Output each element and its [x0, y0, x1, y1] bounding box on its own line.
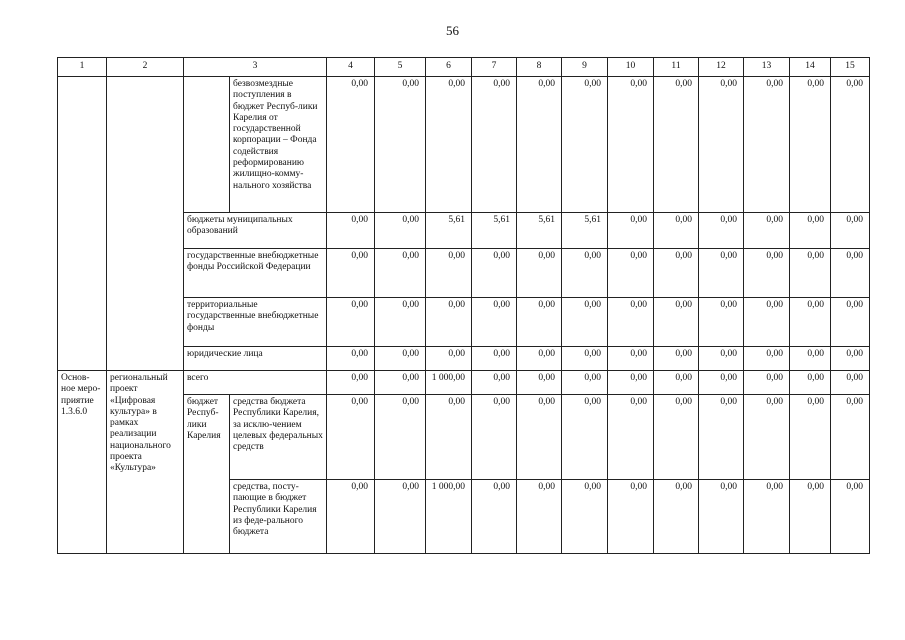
- value-cell: 0,00: [562, 371, 608, 395]
- value-cell: 0,00: [744, 371, 790, 395]
- value-cell: 0,00: [327, 77, 375, 213]
- row-label: территориальные государственные внебюджетные фонды: [184, 298, 327, 347]
- value-cell: 0,00: [426, 77, 472, 213]
- page-number: 56: [446, 23, 459, 38]
- value-cell: 1 000,00: [426, 371, 472, 395]
- column-header: 6: [426, 58, 472, 77]
- value-cell: 0,00: [375, 347, 426, 371]
- value-cell: 0,00: [562, 298, 608, 347]
- column-header: 11: [654, 58, 699, 77]
- value-cell: 0,00: [699, 213, 744, 249]
- value-cell: 0,00: [375, 298, 426, 347]
- value-cell: 0,00: [831, 371, 870, 395]
- row-label: бюджеты муниципальных образований: [184, 213, 327, 249]
- column-header: 8: [517, 58, 562, 77]
- value-cell: 0,00: [375, 395, 426, 480]
- value-cell: 0,00: [654, 480, 699, 554]
- column-header: 5: [375, 58, 426, 77]
- value-cell: 0,00: [562, 347, 608, 371]
- value-cell: 0,00: [654, 77, 699, 213]
- value-cell: 0,00: [654, 213, 699, 249]
- row-label: средства, посту-пающие в бюджет Республики Карелия из феде-рального бюджета: [230, 480, 327, 554]
- column-header: 12: [699, 58, 744, 77]
- value-cell: 0,00: [472, 395, 517, 480]
- value-cell: 0,00: [375, 77, 426, 213]
- value-cell: 0,00: [375, 249, 426, 298]
- value-cell: 0,00: [517, 249, 562, 298]
- value-cell: 0,00: [426, 347, 472, 371]
- value-cell: 0,00: [327, 213, 375, 249]
- column-header: 3: [184, 58, 327, 77]
- row-label: средства бюджета Республики Карелия, за исклю-чением целевых федеральных средств: [230, 395, 327, 480]
- value-cell: 0,00: [654, 371, 699, 395]
- value-cell: 0,00: [327, 249, 375, 298]
- value-cell: 0,00: [831, 480, 870, 554]
- row-label: всего: [184, 371, 327, 395]
- column-header: 14: [790, 58, 831, 77]
- value-cell: 0,00: [608, 480, 654, 554]
- value-cell: 0,00: [699, 298, 744, 347]
- value-cell: 0,00: [375, 371, 426, 395]
- value-cell: 0,00: [744, 213, 790, 249]
- value-cell: 0,00: [831, 395, 870, 480]
- value-cell: 0,00: [517, 77, 562, 213]
- value-cell: 0,00: [472, 298, 517, 347]
- value-cell: 0,00: [608, 298, 654, 347]
- value-cell: 0,00: [472, 347, 517, 371]
- value-cell: 0,00: [654, 395, 699, 480]
- empty-cell: [58, 77, 107, 371]
- value-cell: 0,00: [699, 371, 744, 395]
- value-cell: 0,00: [744, 395, 790, 480]
- value-cell: 0,00: [744, 480, 790, 554]
- value-cell: 0,00: [608, 395, 654, 480]
- table-row: [58, 77, 870, 213]
- value-cell: 0,00: [744, 249, 790, 298]
- value-cell: 0,00: [517, 371, 562, 395]
- value-cell: 0,00: [472, 77, 517, 213]
- row-label: государственные внебюджетные фонды Российской Федерации: [184, 249, 327, 298]
- event-code: Основ-ное меро-приятие 1.3.6.0: [58, 371, 107, 554]
- value-cell: 0,00: [654, 249, 699, 298]
- value-cell: 0,00: [790, 395, 831, 480]
- column-header: 13: [744, 58, 790, 77]
- value-cell: 0,00: [790, 213, 831, 249]
- value-cell: 0,00: [472, 371, 517, 395]
- value-cell: 0,00: [562, 249, 608, 298]
- value-cell: 0,00: [831, 249, 870, 298]
- value-cell: 0,00: [327, 371, 375, 395]
- value-cell: 0,00: [375, 480, 426, 554]
- value-cell: 0,00: [426, 395, 472, 480]
- value-cell: 0,00: [831, 213, 870, 249]
- value-cell: 0,00: [699, 395, 744, 480]
- value-cell: 0,00: [375, 213, 426, 249]
- value-cell: 0,00: [517, 480, 562, 554]
- value-cell: 0,00: [426, 249, 472, 298]
- value-cell: 0,00: [654, 347, 699, 371]
- empty-cell: [184, 77, 230, 213]
- column-header: 2: [107, 58, 184, 77]
- event-name: региональный проект «Цифровая культура» в рамках реализации национального проекта «Культура»: [107, 371, 184, 554]
- value-cell: 0,00: [517, 395, 562, 480]
- value-cell: 0,00: [517, 347, 562, 371]
- value-cell: 0,00: [562, 480, 608, 554]
- value-cell: 0,00: [790, 77, 831, 213]
- value-cell: 0,00: [790, 480, 831, 554]
- value-cell: 0,00: [608, 347, 654, 371]
- empty-cell: [107, 77, 184, 371]
- column-header: 15: [831, 58, 870, 77]
- column-header-row: [58, 58, 870, 77]
- value-cell: 0,00: [608, 371, 654, 395]
- value-cell: 0,00: [608, 213, 654, 249]
- value-cell: 0,00: [608, 77, 654, 213]
- value-cell: 0,00: [790, 347, 831, 371]
- value-cell: 1 000,00: [426, 480, 472, 554]
- value-cell: 0,00: [327, 298, 375, 347]
- value-cell: 0,00: [699, 480, 744, 554]
- value-cell: 0,00: [654, 298, 699, 347]
- value-cell: 0,00: [472, 249, 517, 298]
- budget-group-label: бюджет Респуб-лики Карелия: [184, 395, 230, 554]
- column-header: 10: [608, 58, 654, 77]
- value-cell: 5,61: [472, 213, 517, 249]
- column-header: 7: [472, 58, 517, 77]
- column-header: 9: [562, 58, 608, 77]
- value-cell: 0,00: [699, 77, 744, 213]
- value-cell: 0,00: [472, 480, 517, 554]
- value-cell: 0,00: [517, 298, 562, 347]
- column-header: 4: [327, 58, 375, 77]
- value-cell: 5,61: [426, 213, 472, 249]
- value-cell: 5,61: [517, 213, 562, 249]
- value-cell: 0,00: [790, 298, 831, 347]
- value-cell: 0,00: [744, 298, 790, 347]
- value-cell: 0,00: [831, 77, 870, 213]
- budget-table: [57, 57, 870, 554]
- table-row: [58, 371, 870, 395]
- value-cell: 0,00: [327, 347, 375, 371]
- value-cell: 0,00: [327, 395, 375, 480]
- value-cell: 0,00: [608, 249, 654, 298]
- column-header: 1: [58, 58, 107, 77]
- value-cell: 0,00: [790, 249, 831, 298]
- value-cell: 0,00: [426, 298, 472, 347]
- value-cell: 0,00: [831, 298, 870, 347]
- row-label: юридические лица: [184, 347, 327, 371]
- value-cell: 0,00: [831, 347, 870, 371]
- row-label: безвозмездные поступления в бюджет Респуб-лики Карелия от государственной корпорации – Фонда содействия реформированию жилищно-комму-нального хозяйства: [230, 77, 327, 213]
- value-cell: 5,61: [562, 213, 608, 249]
- value-cell: 0,00: [744, 77, 790, 213]
- value-cell: 0,00: [744, 347, 790, 371]
- value-cell: 0,00: [327, 480, 375, 554]
- value-cell: 0,00: [562, 77, 608, 213]
- value-cell: 0,00: [790, 371, 831, 395]
- value-cell: 0,00: [699, 249, 744, 298]
- value-cell: 0,00: [562, 395, 608, 480]
- value-cell: 0,00: [699, 347, 744, 371]
